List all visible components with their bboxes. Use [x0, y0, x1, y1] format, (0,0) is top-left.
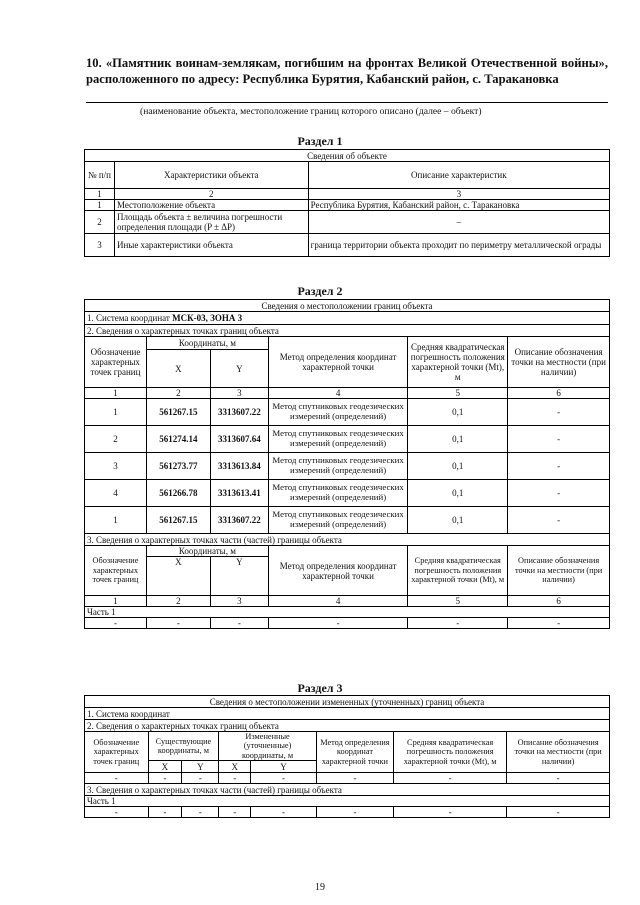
- col-desc-header: Описание обозначения точки на местности (при наличии): [507, 732, 610, 773]
- point-x: 561274.14: [146, 426, 210, 453]
- col-mt-header: Средняя квадратическая погрешность положения характерной точки (Mt), м: [394, 732, 507, 773]
- part-col-designation-header: Обозначение характерных точек границ: [85, 546, 147, 596]
- row-characteristic: Площадь объекта ± величина погрешности определения площади (P ± ΔP): [114, 211, 308, 234]
- point-id: 3: [85, 453, 147, 480]
- point-desc: -: [508, 507, 610, 534]
- col-designation-header: Обозначение характерных точек границ: [85, 732, 149, 773]
- section-3-title: Раздел 3: [297, 681, 343, 695]
- row-number: 1: [85, 200, 115, 211]
- row-number: 2: [85, 211, 115, 234]
- col-y-header: Y: [251, 761, 317, 773]
- index-cell: 3: [210, 388, 268, 399]
- row-characteristic: Иные характеристики объекта: [114, 234, 308, 257]
- point-y: 3313607.22: [210, 399, 268, 426]
- section-2-header: Сведения о местоположении границ объекта: [85, 300, 610, 312]
- point-method: Метод спутниковых геодезических измерений (определений): [268, 399, 408, 426]
- part-col-coordinates-header: Координаты, м: [146, 546, 268, 557]
- point-method: Метод спутниковых геодезических измерений (определений): [268, 426, 408, 453]
- empty-cell: -: [316, 773, 393, 784]
- col-changed-coords-header: Измененные (уточненные) координаты, м: [219, 732, 316, 761]
- page-number: 19: [315, 882, 325, 893]
- col-desc-header: Описание обозначения точки на местности (при наличии): [508, 337, 610, 388]
- empty-cell: -: [182, 807, 219, 818]
- point-x: 561267.15: [146, 507, 210, 534]
- point-id: 4: [85, 480, 147, 507]
- section-1-title: Раздел 1: [297, 134, 343, 148]
- row-number: 3: [85, 234, 115, 257]
- point-desc: -: [508, 480, 610, 507]
- index-cell: 2: [146, 596, 210, 607]
- table-row: [85, 211, 610, 234]
- empty-cell: -: [85, 618, 147, 629]
- col-method-header: Метод определения координат характерной точки: [316, 732, 393, 773]
- section-2-title: Раздел 2: [297, 284, 343, 298]
- point-x: 561267.15: [146, 399, 210, 426]
- section-1-header: Сведения об объекте: [85, 150, 610, 162]
- index-cell: 3: [210, 596, 268, 607]
- col-mt-header: Средняя квадратическая погрешность положения характерной точки (Mt), м: [408, 337, 508, 388]
- col-characteristics-header: Характеристики объекта: [114, 162, 308, 189]
- col-y-header: Y: [182, 761, 219, 773]
- object-heading: 10. «Памятник воинам-землякам, погибшим на фронтах Великой Отечественной войны», расположенного по адресу: Республика Бурятия, Кабанский район, с. Таракановка: [86, 56, 608, 86]
- empty-cell: -: [85, 773, 149, 784]
- empty-cell: -: [507, 773, 610, 784]
- part-points-title: 3. Сведения о характерных точках части (частей) границы объекта: [85, 534, 610, 546]
- section-2-table: [84, 299, 610, 629]
- index-cell: 5: [408, 596, 508, 607]
- point-y: 3313613.84: [210, 453, 268, 480]
- object-caption: (наименование объекта, местоположение границ которого описано (далее – объект): [140, 106, 482, 117]
- point-y: 3313613.41: [210, 480, 268, 507]
- col-y-header: Y: [210, 350, 268, 388]
- point-x: 561266.78: [146, 480, 210, 507]
- empty-cell: -: [268, 618, 408, 629]
- row-description: –: [308, 211, 609, 234]
- point-desc: -: [508, 426, 610, 453]
- index-cell: 4: [268, 596, 408, 607]
- row-characteristic: Местоположение объекта: [114, 200, 308, 211]
- col-method-header: Метод определения координат характерной точки: [268, 337, 408, 388]
- index-cell: 3: [308, 189, 609, 200]
- empty-cell: -: [85, 807, 149, 818]
- point-mt: 0,1: [408, 480, 508, 507]
- index-cell: 2: [146, 388, 210, 399]
- table-row: [85, 399, 610, 426]
- empty-cell: -: [394, 773, 507, 784]
- part-col-method-header: Метод определения координат характерной точки: [268, 546, 408, 596]
- part-col-mt-header: Средняя квадратическая погрешность положения характерной точки (Mt), м: [408, 546, 508, 596]
- part-col-x-header: X: [146, 557, 210, 596]
- point-method: Метод спутниковых геодезических измерений (определений): [268, 453, 408, 480]
- table-row: [85, 618, 610, 629]
- col-number-header: № п/п: [85, 162, 115, 189]
- index-cell: 2: [114, 189, 308, 200]
- point-method: Метод спутниковых геодезических измерений (определений): [268, 480, 408, 507]
- heading-underline: [86, 102, 608, 103]
- index-cell: 1: [85, 596, 147, 607]
- col-existing-coords-header: Существующие координаты, м: [148, 732, 219, 761]
- point-x: 561273.77: [146, 453, 210, 480]
- empty-cell: -: [251, 773, 317, 784]
- point-method: Метод спутниковых геодезических измерений (определений): [268, 507, 408, 534]
- point-mt: 0,1: [408, 507, 508, 534]
- coordinate-system: 1. Система координат: [85, 708, 610, 720]
- empty-cell: -: [210, 618, 268, 629]
- index-cell: 4: [268, 388, 408, 399]
- coordinate-system-value: МСК-03, ЗОНА 3: [172, 313, 243, 323]
- col-x-header: X: [219, 761, 251, 773]
- table-row: [85, 426, 610, 453]
- col-description-header: Описание характеристик: [308, 162, 609, 189]
- table-row: [85, 200, 610, 211]
- table-row: [85, 453, 610, 480]
- table-row: [85, 507, 610, 534]
- points-title: 2. Сведения о характерных точках границ объекта: [85, 720, 610, 732]
- section-3-header: Сведения о местоположении измененных (уточненных) границ объекта: [85, 696, 610, 708]
- coordinate-system: [85, 312, 610, 325]
- empty-cell: -: [219, 807, 251, 818]
- empty-cell: -: [316, 807, 393, 818]
- point-y: 3313607.64: [210, 426, 268, 453]
- table-row: [85, 480, 610, 507]
- empty-cell: -: [182, 773, 219, 784]
- empty-cell: -: [408, 618, 508, 629]
- coordinate-system-label: 1. Система координат: [87, 313, 170, 323]
- part-points-title: 3. Сведения о характерных точках части (частей) границы объекта: [85, 784, 610, 796]
- index-cell: 1: [85, 388, 147, 399]
- point-id: 1: [85, 507, 147, 534]
- point-id: 1: [85, 399, 147, 426]
- empty-cell: -: [251, 807, 317, 818]
- row-description: Республика Бурятия, Кабанский район, с. Таракановка: [308, 200, 609, 211]
- empty-cell: -: [148, 773, 182, 784]
- section-3-table: [84, 695, 610, 818]
- point-desc: -: [508, 399, 610, 426]
- part-label: Часть 1: [85, 796, 610, 807]
- point-desc: -: [508, 453, 610, 480]
- point-mt: 0,1: [408, 453, 508, 480]
- table-row: [85, 234, 610, 257]
- part-col-desc-header: Описание обозначения точки на местности (при наличии): [508, 546, 610, 596]
- part-col-y-header: Y: [210, 557, 268, 596]
- table-row: [85, 807, 610, 818]
- point-y: 3313607.22: [210, 507, 268, 534]
- col-x-header: X: [148, 761, 182, 773]
- empty-cell: -: [219, 773, 251, 784]
- empty-cell: -: [508, 618, 610, 629]
- index-cell: 1: [85, 189, 115, 200]
- table-row: [85, 773, 610, 784]
- empty-cell: -: [394, 807, 507, 818]
- col-designation-header: Обозначение характерных точек границ: [85, 337, 147, 388]
- index-cell: 5: [408, 388, 508, 399]
- point-mt: 0,1: [408, 399, 508, 426]
- empty-cell: -: [507, 807, 610, 818]
- points-title: 2. Сведения о характерных точках границ объекта: [85, 325, 610, 337]
- empty-cell: -: [146, 618, 210, 629]
- point-id: 2: [85, 426, 147, 453]
- point-mt: 0,1: [408, 426, 508, 453]
- index-cell: 6: [508, 596, 610, 607]
- col-x-header: X: [146, 350, 210, 388]
- index-cell: 6: [508, 388, 610, 399]
- empty-cell: -: [148, 807, 182, 818]
- part-label: Часть 1: [85, 607, 610, 618]
- section-1-table: [84, 149, 610, 257]
- row-description: граница территории объекта проходит по периметру металлической ограды: [308, 234, 609, 257]
- col-coordinates-header: Координаты, м: [146, 337, 268, 350]
